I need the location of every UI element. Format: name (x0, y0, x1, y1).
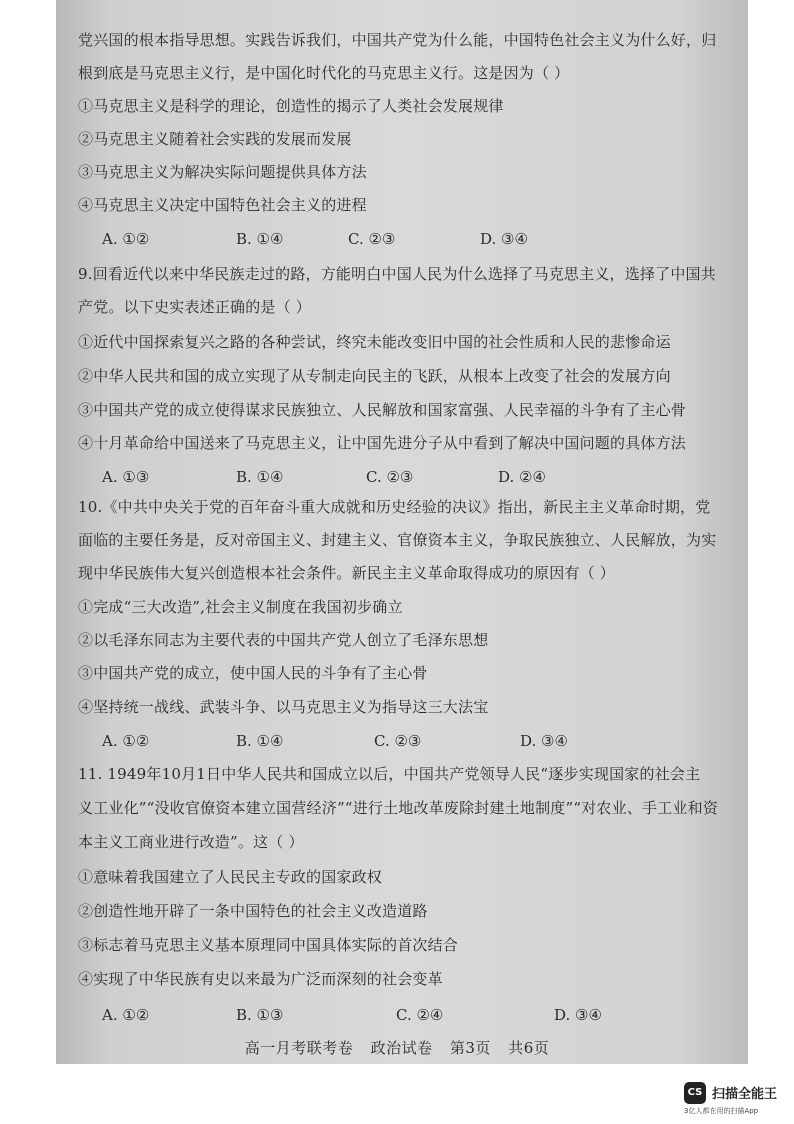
q9-stem-line-2: 产党。以下史实表述正确的是（ ） (78, 298, 311, 316)
q9-statement-4: ④十月革命给中国送来了马克思主义，让中国先进分子从中看到了解决中国问题的具体方法 (78, 434, 687, 452)
q11-stem-line-1: 11. 1949年10月1日中华人民共和国成立以后，中国共产党领导人民“逐步实现国家的社会主 (78, 765, 701, 783)
q9-stem-line-1: 9.回看近代以来中华民族走过的路，方能明白中国人民为什么选择了马克思主义，选择了中国共 (78, 265, 716, 283)
q10-options (102, 731, 702, 751)
q8-option-c: C. ②③ (348, 230, 396, 248)
q10-stem-line-3: 现中华民族伟大复兴创造根本社会条件。新民主主义革命取得成功的原因有（ ） (78, 564, 615, 582)
camscanner-logo-icon: CS (684, 1082, 706, 1104)
q11-option-a: A. ①② (102, 1006, 150, 1024)
q9-option-a: A. ①③ (102, 468, 150, 486)
q9-option-c: C. ②③ (366, 468, 414, 486)
q8-stem-line-1: 党兴国的根本指导思想。实践告诉我们，中国共产党为什么能，中国特色社会主义为什么好，归 (78, 31, 717, 49)
footer-subject: 政治试卷 (370, 1039, 433, 1057)
q10-option-b: B. ①④ (236, 732, 284, 750)
q8-statement-4: ④马克思主义决定中国特色社会主义的进程 (78, 196, 367, 214)
q11-statement-4: ④实现了中华民族有史以来最为广泛而深刻的社会变革 (78, 970, 443, 988)
q10-option-d: D. ③④ (520, 732, 568, 750)
footer-page-total: 共6页 (508, 1039, 550, 1057)
q11-stem-line-2: 义工业化”“没收官僚资本建立国营经济”“进行土地改革废除封建土地制度”“对农业、手工业和资 (78, 799, 719, 817)
q8-option-b: B. ①④ (236, 230, 284, 248)
q10-stem-line-2: 面临的主要任务是，反对帝国主义、封建主义、官僚资本主义，争取民族独立、人民解放，为实 (78, 531, 717, 549)
q8-option-d: D. ③④ (480, 230, 528, 248)
watermark-tagline: 3亿人都在用的扫描App (684, 1107, 759, 1115)
q8-statement-2: ②马克思主义随着社会实践的发展而发展 (78, 130, 352, 148)
q9-statement-3: ③中国共产党的成立使得谋求民族独立、人民解放和国家富强、人民幸福的斗争有了主心骨 (78, 401, 687, 419)
q8-option-a: A. ①② (102, 230, 150, 248)
q9-options (102, 467, 702, 487)
q10-option-c: C. ②③ (374, 732, 422, 750)
q11-options (102, 1005, 702, 1025)
q8-statement-3: ③马克思主义为解决实际问题提供具体方法 (78, 163, 367, 181)
q11-statement-3: ③标志着马克思主义基本原理同中国具体实际的首次结合 (78, 936, 459, 954)
watermark-app-name: 扫描全能王 (712, 1087, 778, 1102)
q8-stem-line-2: 根到底是马克思主义行，是中国化时代化的马克思主义行。这是因为（ ） (78, 64, 570, 82)
q10-statement-2: ②以毛泽东同志为主要代表的中国共产党人创立了毛泽东思想 (78, 631, 489, 649)
q8-options (102, 229, 702, 249)
q11-statement-2: ②创造性地开辟了一条中国特色的社会主义改造道路 (78, 902, 428, 920)
q11-option-d: D. ③④ (554, 1006, 602, 1024)
footer-page-number: 第3页 (449, 1039, 491, 1057)
q10-statement-4: ④坚持统一战线、武装斗争、以马克思主义为指导这三大法宝 (78, 698, 489, 716)
q11-stem-line-3: 本主义工商业进行改造”。这（ ） (78, 833, 304, 851)
q11-option-b: B. ①③ (236, 1006, 284, 1024)
q11-statement-1: ①意味着我国建立了人民民主专政的国家政权 (78, 868, 383, 886)
footer-exam-name: 高一月考联考卷 (244, 1039, 354, 1057)
q10-option-a: A. ①② (102, 732, 150, 750)
q10-stem-line-1: 10.《中共中央关于党的百年奋斗重大成就和历史经验的决议》指出，新民主主义革命时期，党 (78, 498, 711, 516)
q11-option-c: C. ②④ (396, 1006, 444, 1024)
q10-statement-3: ③中国共产党的成立，使中国人民的斗争有了主心骨 (78, 664, 428, 682)
page-footer (0, 1038, 794, 1058)
q9-statement-2: ②中华人民共和国的成立实现了从专制走向民主的飞跃，从根本上改变了社会的发展方向 (78, 367, 671, 385)
q9-option-d: D. ②④ (498, 468, 546, 486)
camscanner-watermark (684, 1080, 792, 1120)
q9-option-b: B. ①④ (236, 468, 284, 486)
q9-statement-1: ①近代中国探索复兴之路的各种尝试，终究未能改变旧中国的社会性质和人民的悲惨命运 (78, 333, 671, 351)
q10-statement-1: ①完成“三大改造”,社会主义制度在我国初步确立 (78, 598, 403, 616)
q8-statement-1: ①马克思主义是科学的理论，创造性的揭示了人类社会发展规律 (78, 97, 504, 115)
